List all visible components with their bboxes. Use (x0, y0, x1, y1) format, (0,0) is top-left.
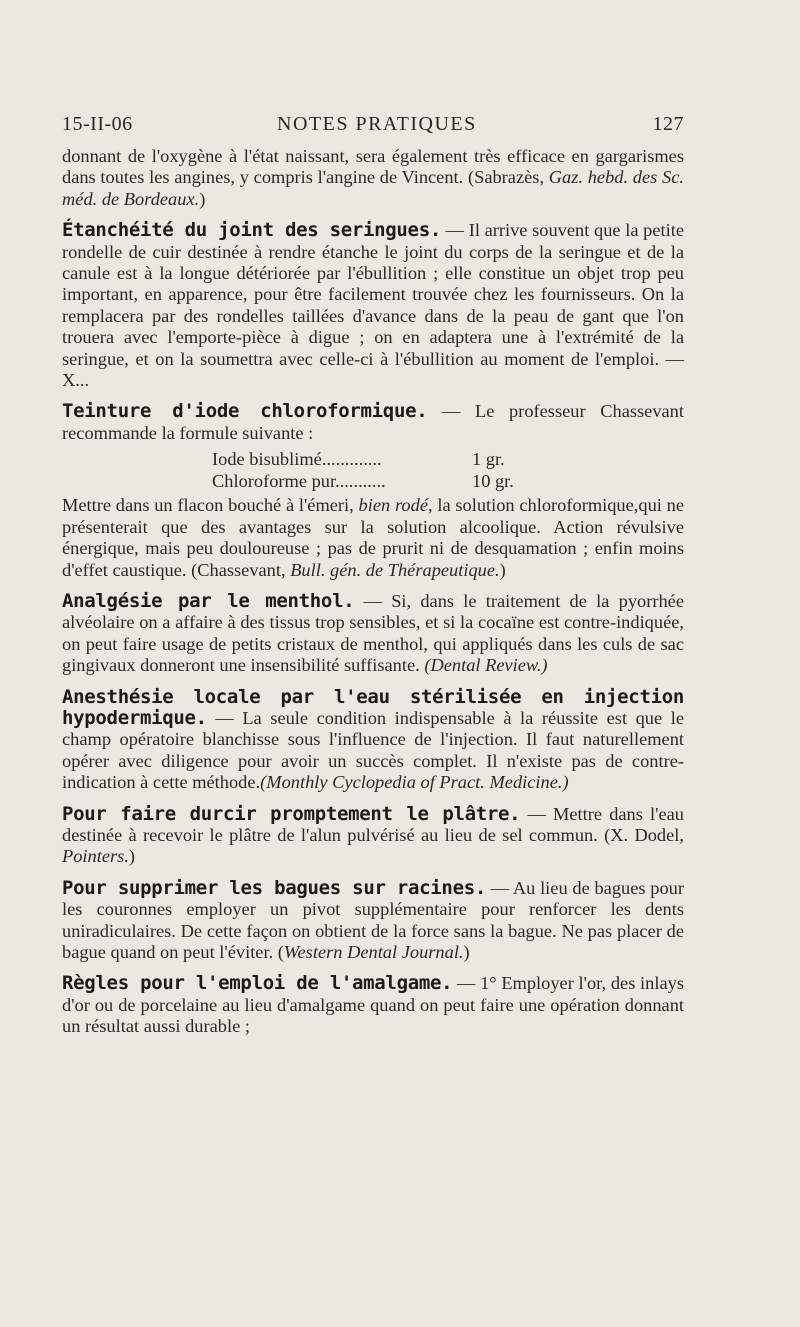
formula-row: Chloroforme pur........... 10 gr. (212, 471, 514, 492)
note-iodine-tincture: Teinture d'iode chloroformique. — Le professeur Chassevant recommande la formule suivante : (62, 400, 684, 443)
section-title: NOTES PRATIQUES (277, 113, 477, 135)
note-plaster: Pour faire durcir promptement le plâtre. — Mettre dans l'eau destinée à recevoir le plâtre de l'alun pulvérisé au lieu de sel commun. (X. Dodel, Pointers.) (62, 802, 684, 867)
citation: Pointers. (62, 846, 129, 867)
note-heading: Pour faire durcir promptement le plâtre. (62, 802, 521, 825)
page-number: 127 (652, 113, 684, 135)
note-menthol: Analgésie par le menthol. — Si, dans le traitement de la pyorrhée alvéolaire on a affaire à des tissus trop sensibles, et si la cocaïne est contre-indiquée, on peut faire usage de petits cristaux de menthol, qui appliqués dans les culs de sac gingivaux donneront une insensibilité suffisante. (Dental Review.) (62, 589, 684, 676)
citation: Western Dental Journal. (283, 942, 464, 962)
article-body (62, 146, 684, 1038)
note-heading: Anesthésie locale par l'eau stérilisée en injection hypodermique. (62, 685, 684, 729)
note-heading: Pour supprimer les bagues sur racines. (62, 876, 486, 899)
citation: Gaz. hebd. des Sc. méd. de Bordeaux. (62, 167, 684, 209)
note-heading: Règles pour l'emploi de l'amalgame. (62, 972, 453, 995)
note-amalgam: Règles pour l'emploi de l'amalgame. — 1° Employer l'or, des inlays d'or ou de porcelaine au lieu d'amalgame quand on peut faire une opération donnant un résultat aussi durable ; (62, 972, 684, 1037)
formula-table (212, 448, 542, 492)
note-heading: Analgésie par le menthol. (62, 589, 355, 612)
note-syringe-seal: Étanchéité du joint des seringues. — Il arrive souvent que la petite rondelle de cuir destinée à rendre étanche le joint du corps de la seringue et de la canule est à la longue détériorée par l'ébullition ; elle constitue un objet trop peu important, en apparence, pour être facilement trouvée chez les fournisseurs. On la remplacera par des rondelles taillées d'avance dans de la peau de gant que l'on trouera avec l'emporte-pièce à digue ; on en adaptera une à l'extrémité de la seringue, et on la soumettra avec celle-ci à l'ébullition au moment de l'emploi. — X... (62, 219, 684, 391)
citation: (Monthly Cyclopedia of Pract. Medicine.) (260, 772, 569, 793)
intro-paragraph: donnant de l'oxygène à l'état naissant, sera également très efficace en gargarismes dans toutes les angines, y compris l'angine de Vincent. (Sabrazès, Gaz. hebd. des Sc. méd. de Bordeaux.) (62, 146, 684, 209)
issue-date: 15-II-06 (62, 113, 133, 135)
note-local-anesthesia: Anesthésie locale par l'eau stérilisée en injection hypodermique. — La seule condition indispensable à la réussite est que le champ opératoire blanchisse sous l'influence de l'injection. Il faut naturellement opérer avec diligence pour avoir un succès complet. Il n'existe pas de contre-indication à cette méthode.(Monthly Cyclopedia of Pract. Medicine.) (62, 685, 684, 793)
running-header (62, 113, 684, 143)
citation: (Dental Review.) (424, 655, 548, 676)
note-heading: Teinture d'iode chloroformique. (62, 400, 428, 423)
note-root-bands: Pour supprimer les bagues sur racines. — Au lieu de bagues pour les couronnes employer un pivot supplémentaire pour renforcer les dents uniradiculaires. De cette façon on obtient de la force sans la bague. Ne pas placer de bague quand on peut l'éviter. (Western Dental Journal.) (62, 876, 685, 962)
note-heading: Étanchéité du joint des seringues. (62, 219, 441, 242)
formula-row: Iode bisublimé............. 1 gr. (212, 449, 505, 470)
note-iodine-continuation: Mettre dans un flacon bouché à l'émeri, bien rodé, la solution chloroformique,qui ne présenterait que des avantages sur la solution alcoolique. Action révulsive énergique, mais peu douloureuse ; pas de prurit ni de desquamation ; enfin moins d'effet caustique. (Chassevant, Bull. gén. de Thérapeutique.) (62, 495, 684, 580)
citation: Bull. gén. de Thérapeutique. (290, 559, 500, 580)
